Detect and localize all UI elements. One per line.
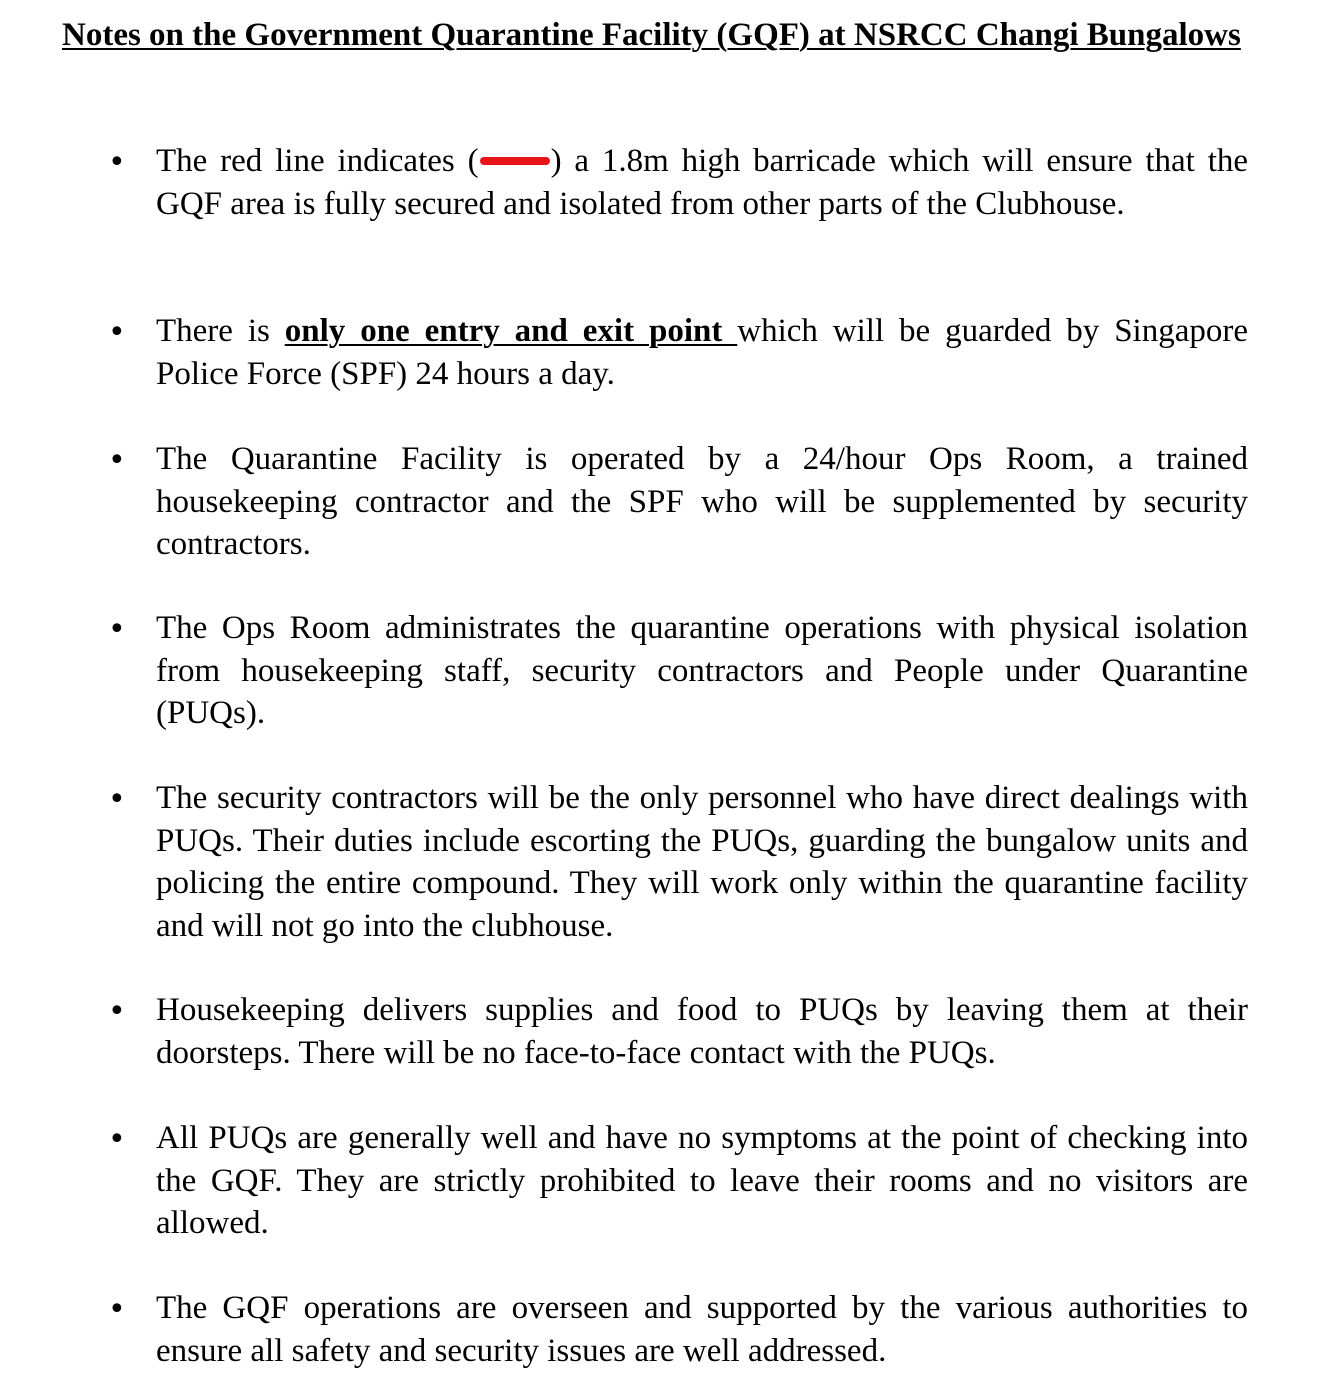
note-text-puqs: All PUQs are generally well and have no symptoms at the point of checking into the GQF. They are strictly prohibited to leave their rooms and no visitors are allowed. <box>156 1120 1248 1241</box>
note-text-security-contractors: The security contractors will be the only personnel who have direct dealings with PUQs. Their duties include escorting the PUQs, guarding the bungalow units and policing the entire compound. They will work only within the quarantine facility and will not go into the clubhouse. <box>156 780 1248 944</box>
note-emphasis-entry-exit: only one entry and exit point <box>284 313 738 349</box>
bullet-icon: • <box>108 1292 126 1327</box>
note-text-entry-exit <box>156 310 1248 395</box>
bullet-icon: • <box>108 315 126 350</box>
bullet-icon: • <box>108 443 126 478</box>
bullet-icon: • <box>108 145 126 180</box>
note-text-housekeeping: Housekeeping delivers supplies and food to PUQs by leaving them at their doorsteps. There will be no face-to-face contact with the PUQs. <box>156 992 1248 1071</box>
bullet-icon: • <box>108 1122 126 1157</box>
document-title: Notes on the Government Quarantine Facility (GQF) at NSRCC Changi Bungalows <box>62 17 1241 53</box>
bullet-icon: • <box>108 782 126 817</box>
note-text-barricade-before: The red line indicates ( <box>156 143 479 179</box>
note-text-entry-exit-after: which will be guarded by Singapore Police Force (SPF) 24 hours a day. <box>156 313 1248 392</box>
red-line-legend-swatch <box>480 157 550 165</box>
note-text-authorities: The GQF operations are overseen and supported by the various authorities to ensure all safety and security issues are well addressed. <box>156 1290 1248 1369</box>
bullet-icon: • <box>108 994 126 1029</box>
bullet-icon: • <box>108 612 126 647</box>
note-text-barricade-after: ) a 1.8m high barricade which will ensure that the GQF area is fully secured and isolated from other parts of the Clubhouse. <box>156 143 1249 222</box>
note-text-entry-exit-before: There is <box>156 313 285 349</box>
note-text-ops-room: The Ops Room administrates the quarantine operations with physical isolation from housekeeping staff, security contractors and People under Quarantine (PUQs). <box>156 610 1248 731</box>
note-text-operations: The Quarantine Facility is operated by a 24/hour Ops Room, a trained housekeeping contractor and the SPF who will be supplemented by security contractors. <box>156 441 1248 562</box>
note-text-barricade <box>156 140 1248 225</box>
